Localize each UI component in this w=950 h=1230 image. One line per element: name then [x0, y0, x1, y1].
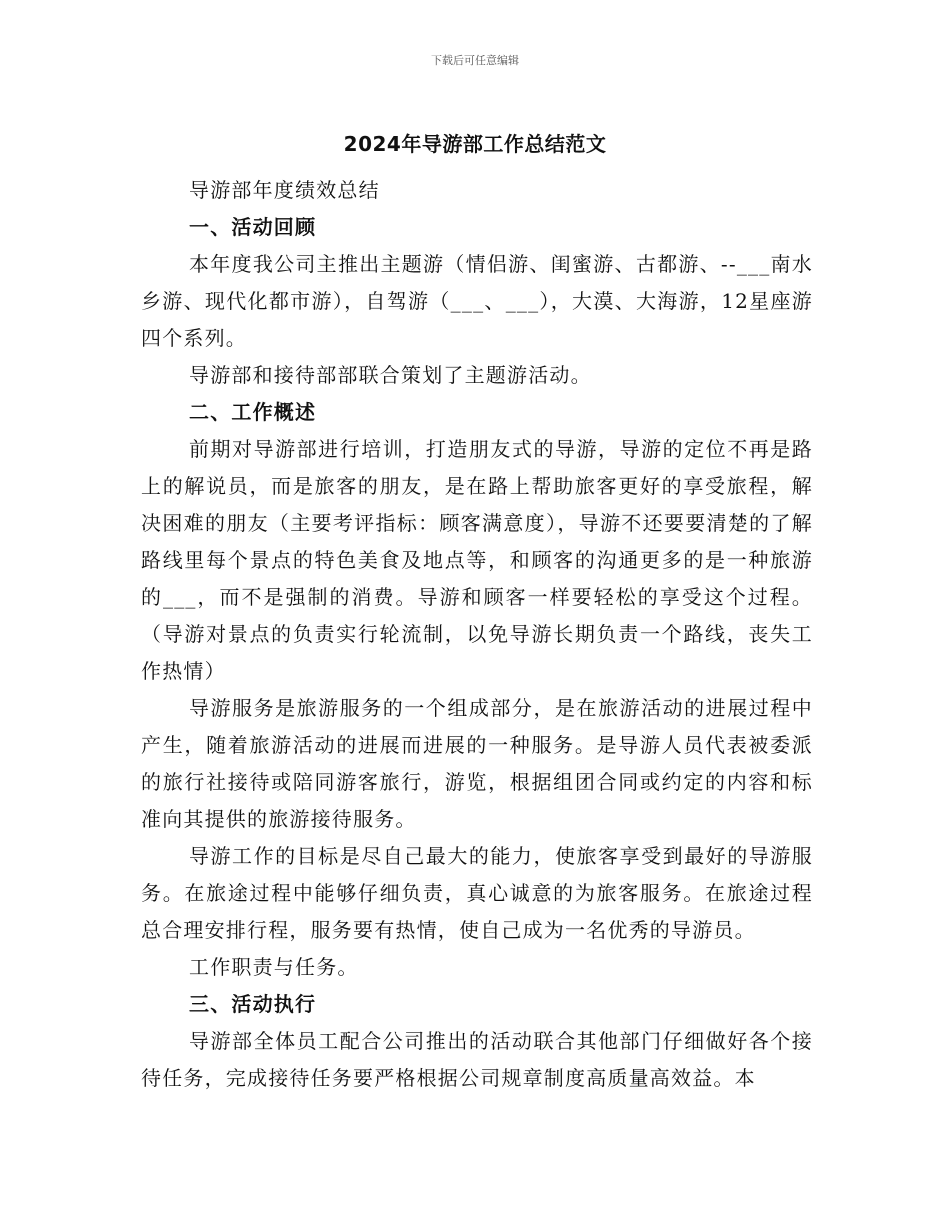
paragraph-guide-service: 导游服务是旅游服务的一个组成部分，是在旅游活动的进展过程中产生，随着旅游活动的进展而进展的一种服务。是导游人员代表被委派的旅行社接待或陪同游客旅行，游览，根据组团合同或约定的内容和标准向其提供的旅游接待服务。	[141, 696, 813, 831]
section-heading-overview: 二、工作概述	[189, 400, 317, 424]
section-heading-review: 一、活动回顾	[189, 215, 317, 239]
paragraph-subtitle: 导游部年度绩效总结	[189, 178, 380, 202]
document-title: 2024年导游部工作总结范文	[343, 132, 607, 156]
paragraph-training: 前期对导游部进行培训，打造朋友式的导游，导游的定位不再是路上的解说员，而是旅客的朋友，是在路上帮助旅客更好的享受旅程，解决困难的朋友（主要考评指标：顾客满意度），导游不还要要清楚的了解路线里每个景点的特色美食及地点等，和顾客的沟通更多的是一种旅游的___，而不是强制的消费。导游和顾客一样要轻松的享受这个过程。（导游对景点的负责实行轮流制，以免导游长期负责一个路线，丧失工作热情）	[141, 437, 813, 683]
paragraph-duties: 工作职责与任务。	[189, 955, 359, 979]
paragraph-goal: 导游工作的目标是尽自己最大的能力，使旅客享受到最好的导游服务。在旅途过程中能够仔细负责，真心诚意的为旅客服务。在旅途过程总合理安排行程，服务要有热情，使自己成为一名优秀的导游员。	[141, 844, 813, 942]
document-body	[141, 172, 813, 1097]
paragraph-themes: 本年度我公司主推出主题游（情侣游、闺蜜游、古都游、--___南水乡游、现代化都市游），自驾游（___、___），大漠、大海游，12星座游四个系列。	[141, 252, 813, 350]
header-note: 下载后可任意编辑	[431, 54, 519, 67]
paragraph-joint-planning: 导游部和接待部部联合策划了主题游活动。	[189, 363, 592, 387]
paragraph-execution: 导游部全体员工配合公司推出的活动联合其他部门仔细做好各个接待任务，完成接待任务要严格根据公司规章制度高质量高效益。本	[141, 1029, 813, 1090]
section-heading-execution: 三、活动执行	[189, 992, 317, 1016]
